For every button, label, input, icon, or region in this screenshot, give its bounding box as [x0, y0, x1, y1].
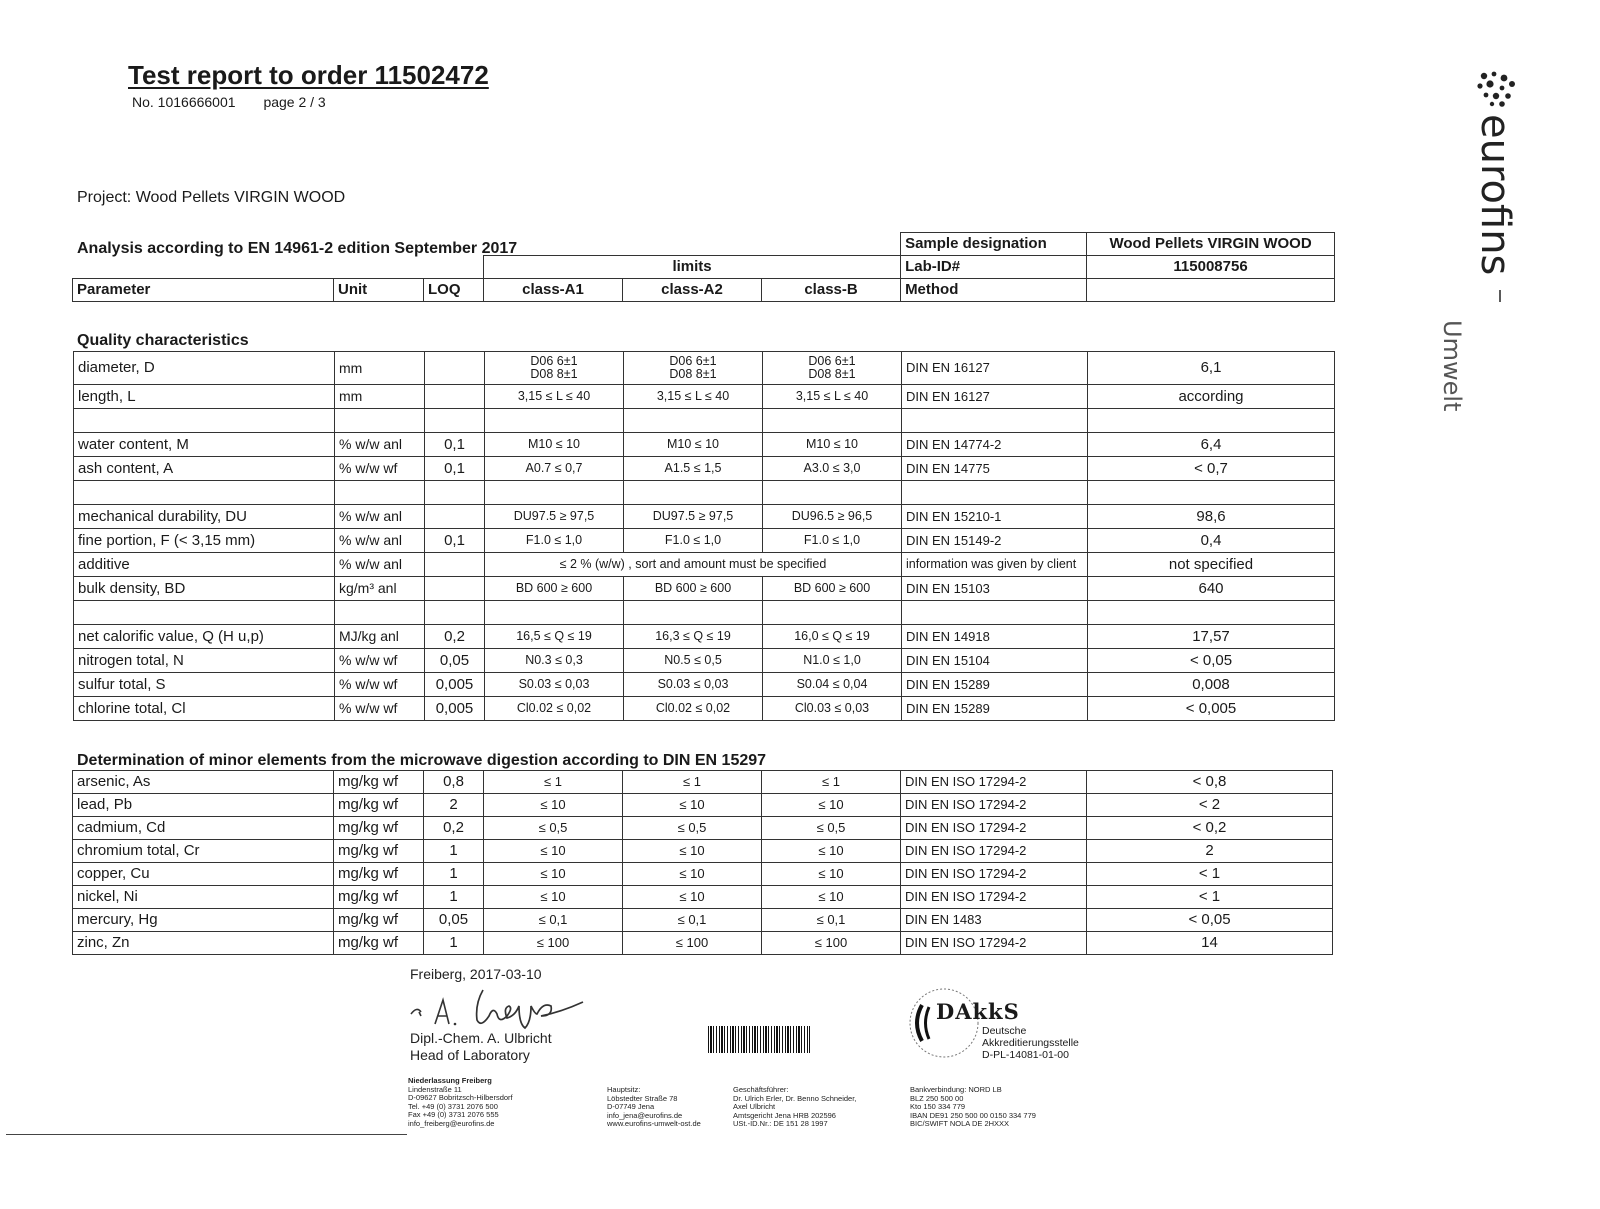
result-cell: 0,008: [1088, 673, 1335, 697]
limit-a1-cell: 3,15 ≤ L ≤ 40: [485, 385, 624, 409]
limit-a1-cell: M10 ≤ 10: [485, 433, 624, 457]
project-line: Project: Wood Pellets VIRGIN WOOD: [77, 189, 346, 206]
limit-b-cell: A3.0 ≤ 3,0: [763, 457, 902, 481]
unit-cell: % w/w anl: [335, 433, 425, 457]
method-cell: DIN EN ISO 17294-2: [901, 840, 1087, 863]
limits-label: limits: [484, 256, 901, 279]
footer-line: Axel Ulbricht: [733, 1102, 776, 1112]
limit-b-cell: Cl0.03 ≤ 0,03: [763, 697, 902, 721]
footer-management: [733, 1086, 856, 1129]
method-cell: DIN EN ISO 17294-2: [901, 863, 1087, 886]
report-number: No. 1016666001: [132, 94, 236, 110]
loq-cell: 0,2: [425, 625, 485, 649]
limit-a1-cell: S0.03 ≤ 0,03: [485, 673, 624, 697]
result-cell: < 1: [1087, 886, 1333, 909]
result-cell: < 0,05: [1087, 909, 1333, 932]
parameter-cell: water content, M: [74, 433, 335, 457]
dakks-line-3: D-PL-14081-01-00: [982, 1049, 1069, 1061]
limit-a2-cell: DU97.5 ≥ 97,5: [624, 505, 763, 529]
brand-name: eurofins: [1472, 114, 1518, 276]
footer-line: BLZ 250 500 00: [910, 1093, 964, 1103]
limit-b-cell: BD 600 ≥ 600: [763, 577, 902, 601]
limit-a1-cell: ≤ 0,1: [484, 909, 623, 932]
limit-b-cell: M10 ≤ 10: [763, 433, 902, 457]
table-row: [74, 505, 1335, 529]
limit-b-cell: 16,0 ≤ Q ≤ 19: [763, 625, 902, 649]
dakks-line-2: Akkreditierungsstelle: [982, 1037, 1079, 1049]
limit-b-cell: S0.04 ≤ 0,04: [763, 673, 902, 697]
parameter-cell: nitrogen total, N: [74, 649, 335, 673]
method-cell: DIN EN 1483: [901, 909, 1087, 932]
limit-a2-cell: 16,3 ≤ Q ≤ 19: [624, 625, 763, 649]
result-cell: < 0,8: [1087, 771, 1333, 794]
result-cell: 14: [1087, 932, 1333, 955]
footer-line: Tel. +49 (0) 3731 2076 500: [408, 1101, 498, 1111]
result-cell: 2: [1087, 840, 1333, 863]
method-cell: DIN EN ISO 17294-2: [901, 794, 1087, 817]
col-parameter: Parameter: [73, 279, 334, 302]
limit-a1-cell: F1.0 ≤ 1,0: [485, 529, 624, 553]
limit-b-cell: ≤ 10: [762, 863, 901, 886]
col-method: Method: [901, 279, 1087, 302]
limit-a1-cell: N0.3 ≤ 0,3: [485, 649, 624, 673]
limit-a2-cell: ≤ 1: [623, 771, 762, 794]
unit-cell: mm: [335, 352, 425, 385]
signer-name: Dipl.-Chem. A. Ulbricht: [410, 1030, 552, 1046]
unit-cell: kg/m³ anl: [335, 577, 425, 601]
method-cell: DIN EN ISO 17294-2: [901, 932, 1087, 955]
table-row: [74, 553, 1335, 577]
unit-cell: mg/kg wf: [334, 863, 424, 886]
method-cell: DIN EN 14775: [902, 457, 1088, 481]
unit-cell: mg/kg wf: [334, 909, 424, 932]
limit-b-cell: ≤ 10: [762, 794, 901, 817]
method-cell: DIN EN 15210-1: [902, 505, 1088, 529]
parameter-cell: copper, Cu: [73, 863, 334, 886]
additive-limit-cell: ≤ 2 % (w/w) , sort and amount must be specified: [485, 553, 902, 577]
unit-cell: MJ/kg anl: [335, 625, 425, 649]
blank-row: [74, 601, 1335, 625]
loq-cell: [425, 352, 485, 385]
col-loq: LOQ: [424, 279, 484, 302]
footer-line: Fax +49 (0) 3731 2076 555: [408, 1110, 499, 1120]
result-cell: 98,6: [1088, 505, 1335, 529]
method-cell: DIN EN 16127: [902, 352, 1088, 385]
table-row: [74, 649, 1335, 673]
table-row: [74, 433, 1335, 457]
footer-line: USt.-ID.Nr.: DE 151 28 1997: [733, 1119, 828, 1129]
method-cell: DIN EN 14918: [902, 625, 1088, 649]
table-row: [74, 385, 1335, 409]
table-row: [74, 697, 1335, 721]
footer-line: Amtsgericht Jena HRB 202596: [733, 1110, 836, 1120]
unit-cell: mg/kg wf: [334, 840, 424, 863]
parameter-cell: net calorific value, Q (H u,p): [74, 625, 335, 649]
footer-line: IBAN DE91 250 500 00 0150 334 779: [910, 1110, 1036, 1120]
parameter-cell: lead, Pb: [73, 794, 334, 817]
footer-line: info_jena@eurofins.de: [607, 1110, 683, 1120]
loq-cell: 0,2: [424, 817, 484, 840]
limit-b-cell: 3,15 ≤ L ≤ 40: [763, 385, 902, 409]
col-class-b: class-B: [762, 279, 901, 302]
loq-cell: 0,05: [424, 909, 484, 932]
parameter-cell: fine portion, F (< 3,15 mm): [74, 529, 335, 553]
result-cell: not specified: [1088, 553, 1335, 577]
limit-b-cell: ≤ 0,5: [762, 817, 901, 840]
table-row: [73, 817, 1333, 840]
limit-a2-cell: M10 ≤ 10: [624, 433, 763, 457]
unit-cell: % w/w wf: [335, 697, 425, 721]
parameter-cell: mechanical durability, DU: [74, 505, 335, 529]
loq-cell: 1: [424, 932, 484, 955]
loq-cell: [425, 553, 485, 577]
quality-heading: Quality characteristics: [77, 332, 249, 349]
parameter-cell: diameter, D: [74, 352, 335, 385]
parameter-cell: cadmium, Cd: [73, 817, 334, 840]
limit-a1-cell: ≤ 10: [484, 794, 623, 817]
limit-a2-cell: S0.03 ≤ 0,03: [624, 673, 763, 697]
parameter-cell: mercury, Hg: [73, 909, 334, 932]
result-cell: 6,4: [1088, 433, 1335, 457]
limit-b-cell: ≤ 10: [762, 886, 901, 909]
lab-id-value: 115008756: [1087, 256, 1335, 279]
col-class-a2: class-A2: [623, 279, 762, 302]
report-title: Test report to order 11502472: [128, 60, 489, 90]
table-row: [74, 673, 1335, 697]
table-row: [73, 840, 1333, 863]
table-row: [73, 794, 1333, 817]
parameter-cell: chlorine total, Cl: [74, 697, 335, 721]
result-cell: < 0,05: [1088, 649, 1335, 673]
footer-line: Geschäftsführer:: [733, 1085, 789, 1094]
limit-a1-cell: ≤ 10: [484, 840, 623, 863]
result-cell: 6,1: [1088, 352, 1335, 385]
unit-cell: % w/w wf: [335, 649, 425, 673]
limit-b-cell: DU96.5 ≥ 96,5: [763, 505, 902, 529]
footer-line: info_freiberg@eurofins.de: [408, 1118, 495, 1128]
parameter-cell: additive: [74, 553, 335, 577]
lab-id-label: Lab-ID#: [901, 256, 1087, 279]
limit-a1-cell: A0.7 ≤ 0,7: [485, 457, 624, 481]
table-row: [73, 863, 1333, 886]
loq-cell: [425, 505, 485, 529]
minor-elements-heading: Determination of minor elements from the microwave digestion according to DIN EN 15297: [77, 752, 767, 769]
quality-table: [73, 351, 1335, 721]
brand-division: Umwelt: [1438, 320, 1466, 412]
table-row: [73, 771, 1333, 794]
limit-a2-cell: Cl0.02 ≤ 0,02: [624, 697, 763, 721]
limit-a1-cell: ≤ 100: [484, 932, 623, 955]
loq-cell: 1: [424, 840, 484, 863]
method-cell: DIN EN ISO 17294-2: [901, 771, 1087, 794]
method-cell: DIN EN 16127: [902, 385, 1088, 409]
signer-role: Head of Laboratory: [410, 1047, 530, 1063]
footer-line: Dr. Ulrich Erler, Dr. Benno Schneider,: [733, 1093, 857, 1103]
result-cell: according: [1088, 385, 1335, 409]
unit-cell: mg/kg wf: [334, 817, 424, 840]
unit-cell: mg/kg wf: [334, 886, 424, 909]
table-row: [73, 932, 1333, 955]
parameter-cell: arsenic, As: [73, 771, 334, 794]
unit-cell: % w/w anl: [335, 529, 425, 553]
col-class-a1: class-A1: [484, 279, 623, 302]
method-cell: DIN EN ISO 17294-2: [901, 886, 1087, 909]
footer-line: D-09627 Bobritzsch-Hilbersdorf: [408, 1093, 513, 1103]
limit-a1-cell: ≤ 1: [484, 771, 623, 794]
limit-a2-cell: ≤ 10: [623, 863, 762, 886]
result-cell: < 0,005: [1088, 697, 1335, 721]
method-cell: DIN EN 15103: [902, 577, 1088, 601]
dakks-logo-text: DAkkS: [936, 999, 1020, 1024]
table-row: [73, 886, 1333, 909]
unit-cell: % w/w wf: [335, 673, 425, 697]
method-cell: DIN EN 15104: [902, 649, 1088, 673]
limit-a2-cell: BD 600 ≥ 600: [624, 577, 763, 601]
limit-b-cell: N1.0 ≤ 1,0: [763, 649, 902, 673]
limit-a2-cell: 3,15 ≤ L ≤ 40: [624, 385, 763, 409]
limit-a2-cell: F1.0 ≤ 1,0: [624, 529, 763, 553]
table-row: [74, 352, 1335, 385]
footer-line: www.eurofins-umwelt-ost.de: [607, 1119, 701, 1129]
header-spacer: [73, 233, 901, 256]
loq-cell: 0,05: [425, 649, 485, 673]
loq-cell: 0,1: [425, 457, 485, 481]
loq-cell: 1: [424, 863, 484, 886]
unit-cell: mg/kg wf: [334, 771, 424, 794]
limit-b-cell: ≤ 1: [762, 771, 901, 794]
eurofins-dots-icon: [1477, 72, 1515, 107]
limit-a1-cell: ≤ 10: [484, 863, 623, 886]
unit-cell: mg/kg wf: [334, 932, 424, 955]
limit-a1-cell: 16,5 ≤ Q ≤ 19: [485, 625, 624, 649]
result-cell: 17,57: [1088, 625, 1335, 649]
limit-a2-cell: ≤ 0,1: [623, 909, 762, 932]
limit-a1-cell: D06 6±1 D08 8±1: [485, 352, 624, 385]
header-spacer: [73, 256, 484, 279]
footer-line: Lindenstraße 11: [408, 1084, 462, 1094]
unit-cell: mg/kg wf: [334, 794, 424, 817]
header-table: [72, 232, 1335, 302]
footer-headquarters: [607, 1086, 701, 1129]
unit-cell: % w/w wf: [335, 457, 425, 481]
footer-line: Bankverbindung: NORD LB: [910, 1085, 1002, 1094]
unit-cell: mm: [335, 385, 425, 409]
parameter-cell: sulfur total, S: [74, 673, 335, 697]
footer-line: Löbstedter Straße 78: [607, 1093, 678, 1103]
result-cell: 0,4: [1088, 529, 1335, 553]
table-row: [74, 625, 1335, 649]
loq-cell: 0,005: [425, 673, 485, 697]
footer-line: D-07749 Jena: [607, 1102, 655, 1112]
footer-bank: [910, 1086, 1036, 1129]
footer-line: Hauptsitz:: [607, 1085, 641, 1094]
method-cell: DIN EN 15289: [902, 673, 1088, 697]
loq-cell: [425, 577, 485, 601]
barcode: [708, 1026, 810, 1053]
unit-cell: % w/w anl: [335, 553, 425, 577]
method-cell: DIN EN 15149-2: [902, 529, 1088, 553]
footer-line: Niederlassung Freiberg: [408, 1076, 492, 1085]
limit-a2-cell: ≤ 0,5: [623, 817, 762, 840]
page-number: page 2 / 3: [263, 94, 326, 110]
table-row: [73, 909, 1333, 932]
loq-cell: 1: [424, 886, 484, 909]
method-cell: DIN EN ISO 17294-2: [901, 817, 1087, 840]
limit-a2-cell: ≤ 10: [623, 886, 762, 909]
table-row: [74, 457, 1335, 481]
loq-cell: 0,005: [425, 697, 485, 721]
table-row: [74, 529, 1335, 553]
limit-a2-cell: ≤ 100: [623, 932, 762, 955]
result-cell: < 0,2: [1087, 817, 1333, 840]
limit-a2-cell: A1.5 ≤ 1,5: [624, 457, 763, 481]
loq-cell: 2: [424, 794, 484, 817]
sample-designation-value: Wood Pellets VIRGIN WOOD: [1087, 233, 1335, 256]
parameter-cell: bulk density, BD: [74, 577, 335, 601]
col-result: [1087, 279, 1335, 302]
parameter-cell: zinc, Zn: [73, 932, 334, 955]
dakks-line-1: Deutsche: [982, 1025, 1027, 1037]
report-number-line: [132, 94, 350, 110]
limit-a2-cell: N0.5 ≤ 0,5: [624, 649, 763, 673]
minor-elements-table: [72, 770, 1333, 955]
footer-line: Kto 150 334 779: [910, 1102, 966, 1112]
limit-a1-cell: Cl0.02 ≤ 0,02: [485, 697, 624, 721]
col-unit: Unit: [334, 279, 424, 302]
signer-block: [410, 1030, 552, 1064]
method-cell: DIN EN 15289: [902, 697, 1088, 721]
limit-b-cell: D06 6±1 D08 8±1: [763, 352, 902, 385]
limit-b-cell: F1.0 ≤ 1,0: [763, 529, 902, 553]
result-cell: < 2: [1087, 794, 1333, 817]
limit-b-cell: ≤ 10: [762, 840, 901, 863]
result-cell: < 1: [1087, 863, 1333, 886]
handwritten-signature: [405, 984, 615, 1036]
limit-a2-cell: ≤ 10: [623, 840, 762, 863]
footer-line: BIC/SWIFT NOLA DE 2HXXX: [910, 1119, 1010, 1129]
limit-b-cell: ≤ 100: [762, 932, 901, 955]
parameter-cell: ash content, A: [74, 457, 335, 481]
limit-a2-cell: ≤ 10: [623, 794, 762, 817]
loq-cell: [425, 385, 485, 409]
unit-cell: % w/w anl: [335, 505, 425, 529]
limit-a1-cell: BD 600 ≥ 600: [485, 577, 624, 601]
method-cell: information was given by client: [902, 553, 1088, 577]
table-row: [74, 577, 1335, 601]
loq-cell: 0,1: [425, 433, 485, 457]
parameter-cell: nickel, Ni: [73, 886, 334, 909]
limit-a2-cell: D06 6±1 D08 8±1: [624, 352, 763, 385]
limit-b-cell: ≤ 0,1: [762, 909, 901, 932]
limit-a1-cell: DU97.5 ≥ 97,5: [485, 505, 624, 529]
parameter-cell: length, L: [74, 385, 335, 409]
limit-a1-cell: ≤ 10: [484, 886, 623, 909]
loq-cell: 0,1: [425, 529, 485, 553]
sample-designation-label: Sample designation: [901, 233, 1087, 256]
limit-a1-cell: ≤ 0,5: [484, 817, 623, 840]
blank-row: [74, 481, 1335, 505]
analysis-title: Analysis according to EN 14961-2 edition September 2017: [77, 240, 518, 257]
loq-cell: 0,8: [424, 771, 484, 794]
eurofins-brand: [1420, 70, 1580, 450]
result-cell: 640: [1088, 577, 1335, 601]
footer-branch: [408, 1077, 513, 1129]
result-cell: < 0,7: [1088, 457, 1335, 481]
footer-divider: [6, 1134, 407, 1135]
blank-row: [74, 409, 1335, 433]
place-date: Freiberg, 2017-03-10: [410, 966, 542, 982]
parameter-cell: chromium total, Cr: [73, 840, 334, 863]
method-cell: DIN EN 14774-2: [902, 433, 1088, 457]
